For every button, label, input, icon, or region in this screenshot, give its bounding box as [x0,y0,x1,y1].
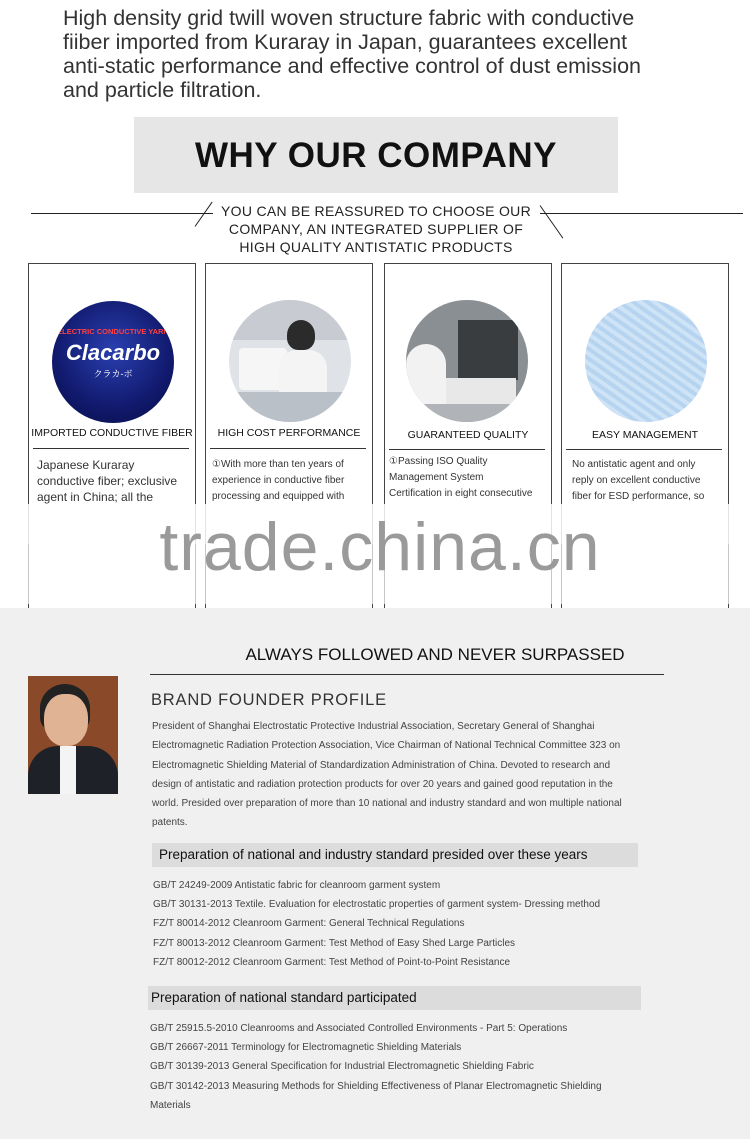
card-title: GUARANTEED QUALITY [407,429,529,441]
card-text: ①Passing ISO Quality Management System Certification in eight consecutive [389,456,533,499]
participated-list [150,1019,710,1115]
clacarbo-logo [52,301,174,423]
list-item: GB/T 25915.5-2010 Cleanrooms and Associated Controlled Environments - Part 5: Operations [150,1023,568,1034]
card-text: ①With more than ten years of experience in conductive fiber processing and equipped with [212,459,345,502]
presided-heading: Preparation of national and industry standard presided over these years [159,847,588,862]
intro-line: fiiber imported from Kuraray in Japan, guarantees excellent [63,30,628,54]
list-item: GB/T 30142-2013 Measuring Methods for Shielding Effectiveness of Planar Electromagnetic Shielding [150,1080,602,1092]
lab-photo [406,300,528,422]
intro-paragraph [63,6,723,102]
card-title: HIGH COST PERFORMANCE [217,427,361,439]
reassure-line: YOU CAN BE REASSURED TO CHOOSE OUR [221,203,531,219]
participated-heading: Preparation of national standard participated [151,990,417,1005]
list-item: FZ/T 80014-2012 Cleanroom Garment: General Technical Regulations [153,918,465,930]
divider-right-slant [540,205,564,238]
card-text: Japanese Kuraray conductive fiber; exclusive agent in China; all the [37,458,178,504]
card-rule [389,449,545,450]
card-text: No antistatic agent and only reply on excellent conductive fiber for ESD performance, so [572,459,705,502]
divider-right [540,213,743,214]
logo-top-text: ELECTRIC CONDUCTIVE YARN [57,327,169,336]
logo-brand: Clacarbo [65,340,161,365]
list-item: GB/T 30131-2013 Textile. Evaluation for electrostatic properties of garment system- Dressing method [153,899,601,911]
intro-line: and particle filtration. [63,78,262,102]
card-rule [33,448,189,449]
reassure-line: COMPANY, AN INTEGRATED SUPPLIER OF [228,221,524,237]
list-item: Materials [150,1099,191,1111]
fabric-photo [585,300,707,422]
presided-list [153,876,713,972]
founder-photo [28,676,118,794]
section-banner: ALWAYS FOLLOWED AND NEVER SURPASSED [245,645,625,664]
card-title: IMPORTED CONDUCTIVE FIBER [31,427,193,439]
why-title: WHY OUR COMPANY [194,136,558,175]
list-item: GB/T 30139-2013 General Specification for Industrial Electromagnetic Shielding Fabric [150,1061,534,1073]
factory-photo [229,300,351,422]
banner-rule [150,674,664,675]
founder-bio: President of Shanghai Electrostatic Protective Industrial Association, Secretary General of Shanghai Electromagnetic Radiation Protection Association, Vice Chairman of National Technical Committee 323 on Electromagnetic Shielding Material of Standardization Administration of China. Devoted to research and design of antistatic and radiation protection products for over 20 years and gained good reputation in the world. Presided over preparation of more than 10 national and industry standard and won multiple national patents. [152,721,622,829]
founder-title: BRAND FOUNDER PROFILE [151,691,387,709]
card-title: EASY MANAGEMENT [592,429,698,441]
reassure-text [210,202,542,256]
participated-heading-bar [148,986,641,1010]
presided-heading-bar [152,843,638,867]
watermark: trade.china.cn [159,509,601,585]
list-item: GB/T 26667-2011 Terminology for Electromagnetic Shielding Materials [150,1042,462,1054]
list-item: GB/T 24249-2009 Antistatic fabric for cleanroom garment system [153,880,441,891]
intro-line: anti-static performance and effective control of dust emission [63,54,642,78]
card-rule [566,449,722,450]
list-item: FZ/T 80012-2012 Cleanroom Garment: Test Method of Point-to-Point Resistance [153,956,511,968]
divider-left [31,213,213,214]
reassure-line: HIGH QUALITY ANTISTATIC PRODUCTS [239,239,513,255]
logo-sub: クラカ-ボ [93,369,133,379]
intro-line: High density grid twill woven structure fabric with conductive [63,6,635,30]
card-rule [210,448,366,449]
list-item: FZ/T 80013-2012 Cleanroom Garment: Test Method of Easy Shed Large Particles [153,937,516,949]
